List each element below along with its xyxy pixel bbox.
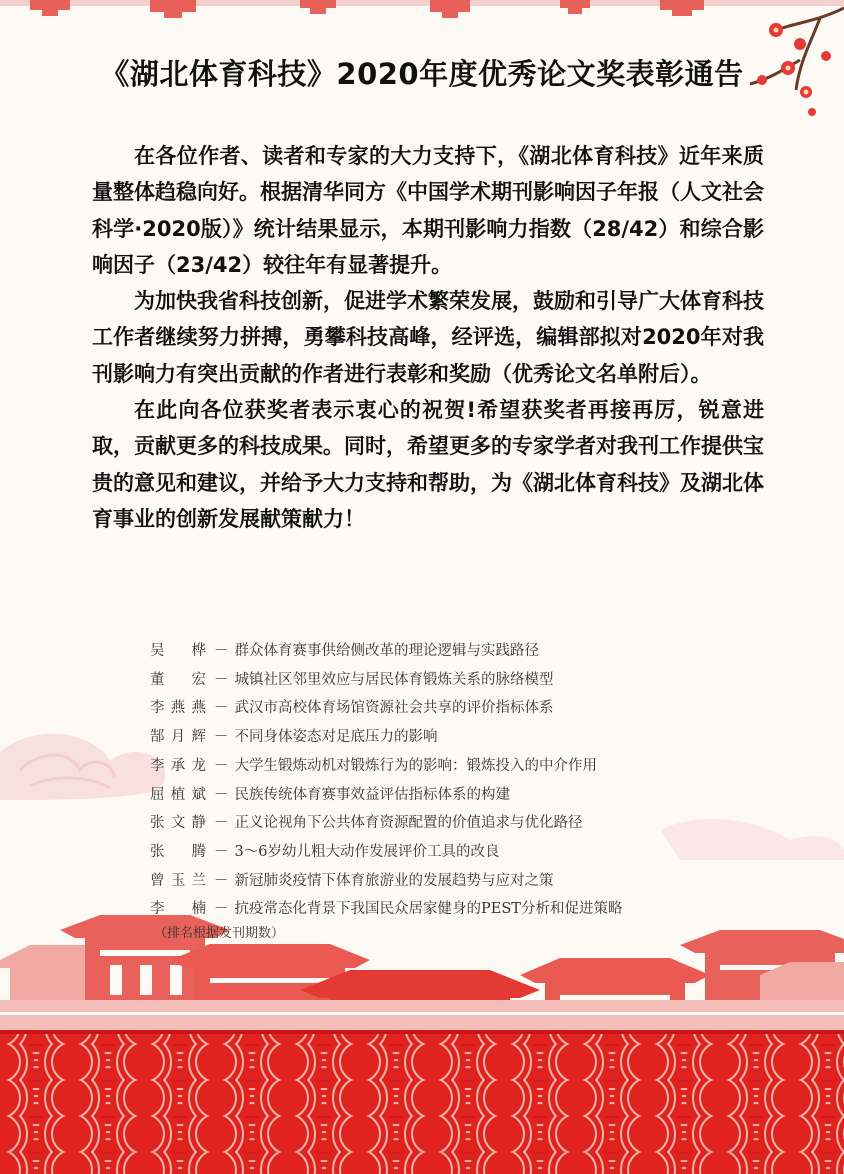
- paragraph: 在各位作者、读者和专家的大力支持下，《湖北体育科技》近年来质量整体趋稳向好。根据清华同方《中国学术期刊影响因子年报（人文社会科学·2020版）》统计结果显示，本期刊影响力指数（28/42）和综合影响因子（23/42）较往年有显著提升。: [92, 144, 764, 277]
- paper-title: 群众体育赛事供给侧改革的理论逻辑与实践路径: [234, 643, 539, 659]
- paper-title: 抗疫常态化背景下我国民众居家健身的PEST分析和促进策略: [234, 901, 623, 918]
- award-row: [150, 781, 770, 810]
- author-name: 张腾: [150, 843, 206, 860]
- paper-title: 民族传统体育赛事效益评估指标体系的构建: [234, 786, 510, 803]
- award-row: [150, 752, 770, 781]
- author-name: 李楠: [150, 901, 206, 918]
- paper-title: 武汉市高校体育场馆资源社会共享的评价指标体系: [234, 700, 554, 717]
- separator: －: [214, 786, 229, 803]
- separator: －: [214, 757, 229, 774]
- author-name: 曾玉兰: [150, 872, 206, 889]
- paper-title: 城镇社区邻里效应与居民体育锻炼关系的脉络模型: [234, 671, 554, 688]
- paper-title: 大学生锻炼动机对锻炼行为的影响：锻炼投入的中介作用: [234, 757, 597, 774]
- palace-silhouette: [0, 915, 844, 1040]
- separator: －: [214, 700, 229, 717]
- paper-title: 新冠肺炎疫情下体育旅游业的发展趋势与应对之策: [234, 872, 554, 889]
- author-name: 屈植斌: [150, 786, 206, 803]
- author-name: 吴桦: [150, 643, 206, 659]
- separator: －: [214, 643, 229, 659]
- paper-title: 正义论视角下公共体育资源配置的价值追求与优化路径: [234, 815, 583, 832]
- separator: －: [214, 729, 229, 746]
- separator: －: [214, 901, 229, 918]
- separator: －: [214, 671, 229, 688]
- award-row: [150, 694, 770, 723]
- paper-title: 不同身体姿态对足底压力的影响: [234, 729, 438, 746]
- award-row: [150, 723, 770, 752]
- author-name: 郜月辉: [150, 729, 206, 746]
- wave-pattern: [0, 1030, 844, 1174]
- author-name: 张文静: [150, 815, 206, 832]
- award-row: [150, 809, 770, 838]
- award-row: [150, 867, 770, 896]
- page-title: 《湖北体育科技》2020年度优秀论文奖表彰通告: [100, 57, 744, 91]
- separator: －: [214, 815, 229, 832]
- notice-body: [92, 138, 764, 537]
- award-list: [150, 637, 770, 924]
- author-name: 李燕燕: [150, 700, 206, 717]
- paper-title: 3～6岁幼儿粗大动作发展评价工具的改良: [234, 843, 500, 860]
- paragraph: 在此向各位获奖者表示衷心的祝贺!希望获奖者再接再厉，锐意进取，贡献更多的科技成果。同时，希望更多的专家学者对我刊工作提供宝贵的意见和建议，并给予大力支持和帮助，为《湖北体育科技》及湖北体育事业的创新发展献策献力！: [92, 398, 764, 531]
- award-row: [150, 838, 770, 867]
- author-name: 董宏: [150, 671, 206, 688]
- author-name: 李承龙: [150, 757, 206, 774]
- top-border-ornament: [0, 0, 844, 18]
- separator: －: [214, 872, 229, 889]
- paragraph: 为加快我省科技创新，促进学术繁荣发展，鼓励和引导广大体育科技工作者继续努力拼搏，勇攀科技高峰，经评选，编辑部拟对2020年对我刊影响力有突出贡献的作者进行表彰和奖励（优秀论文名单附后）。: [92, 289, 764, 386]
- award-row: [150, 666, 770, 695]
- ranking-footnote: （排名根据发刊期数）: [154, 926, 285, 941]
- separator: －: [214, 843, 229, 860]
- award-row: [150, 637, 770, 666]
- award-row: [150, 895, 770, 924]
